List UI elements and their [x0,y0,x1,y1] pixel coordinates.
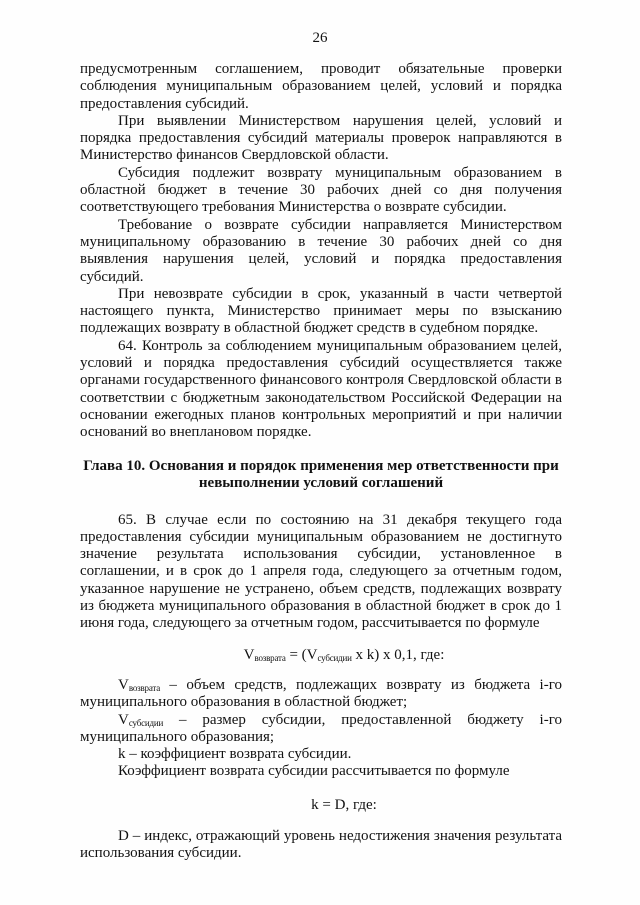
definition-k-coefficient: k – коэффициент возврата субсидии. [118,746,352,763]
definition-term-v: V [118,676,129,693]
definition-text: – размер субсидии, предоставленной бюджету i-го муниципального образования; [80,711,562,745]
formula-term-v-return: V [243,646,255,663]
definition-subscript-return: возврата [128,682,161,693]
definition-d-index: D – индекс, отражающий уровень недостижения значения результата использования субсидии. [80,827,562,862]
coefficient-formula: k = D, где: [311,796,377,813]
paragraph-return-demand: Требование о возврате субсидии направляется Министерством муниципальному образованию в течение 30 рабочих дней со дня выявления нарушения целей, условий и порядка предоставления субсидий. [80,216,562,285]
paragraph-violation-detection: При выявлении Министерством нарушения целей, условий и порядка предоставления субсидий материалы проверок направляются в Министерство финансов Свердловской области. [80,112,562,164]
formula-tail: x k) x 0,1, где: [351,646,445,663]
formula-subscript-return: возврата [254,652,286,663]
paragraph-item-65: 65. В случае если по состоянию на 31 декабря текущего года предоставления субсидии муниципальным образованием не достигнуто значение результата использования субсидии, установленное в соглашении, и в срок до 1 апреля года, следующего за отчетным годом, указанное нарушение не устранено, объем средств, подлежащих возврату из бюджета муниципального образования в областной бюджет в срок до 1 июня года, следующего за отчетным годом, рассчитывается по формуле [80,511,562,632]
formula-subscript-subsidy: субсидии [317,652,352,663]
return-volume-formula [80,647,562,664]
paragraph-coefficient-formula-intro: Коэффициент возврата субсидии рассчитывается по формуле [118,763,510,780]
heading-line-1: Глава 10. Основания и порядок применения мер ответственности при [83,457,559,474]
definition-subscript-subsidy: субсидии [128,717,164,728]
definition-v-return [80,677,562,712]
document-body [80,61,562,863]
chapter-10-heading [80,458,562,493]
paragraph-subsidy-return: Субсидия подлежит возврату муниципальным образованием в областной бюджет в течение 30 рабочих дней со дня получения соответствующего требования Министерства о возврате субсидии. [80,164,562,216]
definition-text: – объем средств, подлежащих возврату из бюджета i-го муниципального образования в областной бюджет; [80,676,562,711]
formula-operator: = (V [285,646,318,663]
heading-line-2: невыполнении условий соглашений [198,475,444,492]
paragraph-item-64: 64. Контроль за соблюдением муниципальным образованием целей, условий и порядка предоставления субсидий осуществляется также органами государственного финансового контроля Свердловской области в соответствии с бюджетным законодательством Российской Федерации на основании ежегодных планов контрольных мероприятий и при наличии оснований во внеплановом порядке. [80,337,562,441]
definition-term-v: V [118,711,129,728]
page-number: 26 [312,30,328,46]
paragraph-continuation: предусмотренным соглашением, проводит обязательные проверки соблюдения муниципальным образованием целей, условий и порядка предоставления субсидий. [80,61,562,112]
definition-v-subsidy [80,712,562,747]
paragraph-court-recovery: При невозврате субсидии в срок, указанный в части четвертой настоящего пункта, Министерство принимает меры по взысканию подлежащих возврату в областной бюджет средств в судебном порядке. [80,285,562,337]
